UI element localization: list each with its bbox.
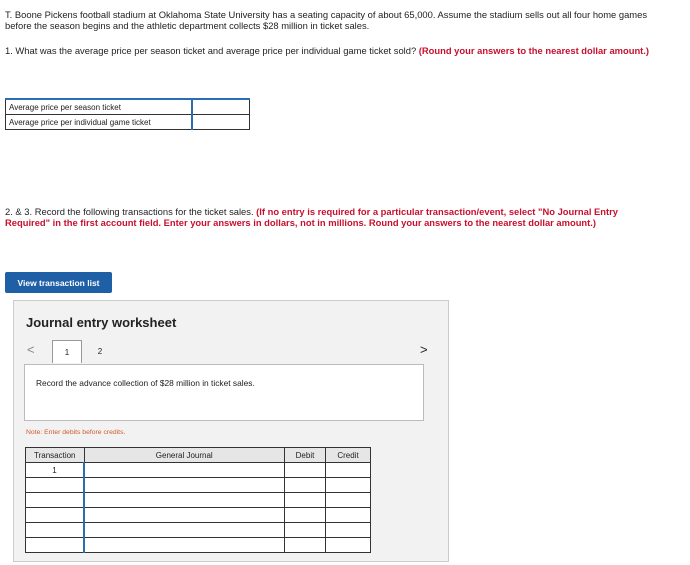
debit-field[interactable] bbox=[285, 538, 326, 553]
debit-field[interactable] bbox=[285, 508, 326, 523]
journal-row bbox=[26, 523, 371, 538]
account-field[interactable] bbox=[84, 478, 285, 493]
journal-row bbox=[26, 478, 371, 493]
transaction-number bbox=[26, 523, 85, 538]
debit-field[interactable] bbox=[285, 493, 326, 508]
worksheet-title: Journal entry worksheet bbox=[26, 315, 177, 330]
header-transaction: Transaction bbox=[26, 448, 85, 463]
transaction-number bbox=[26, 538, 85, 553]
answer-table bbox=[5, 98, 250, 130]
question-1-text: 1. What was the average price per season ticket and average price per individual game ticket sold? bbox=[5, 45, 417, 56]
account-field[interactable] bbox=[84, 493, 285, 508]
debit-field[interactable] bbox=[285, 478, 326, 493]
header-debit: Debit bbox=[285, 448, 326, 463]
transaction-number bbox=[26, 478, 85, 493]
journal-row bbox=[26, 493, 371, 508]
answer-label: Average price per individual game ticket bbox=[6, 115, 193, 130]
transaction-description-box bbox=[24, 364, 424, 421]
answer-label: Average price per season ticket bbox=[6, 99, 193, 115]
chevron-right-icon[interactable]: > bbox=[420, 342, 428, 357]
question-2-3-instruction: (If no entry is required for a particular transaction/event, select "No Journal Entry Required" in the first account field. Enter your answers in dollars, not in millions. Round your answers to the nearest dollar amount.) bbox=[5, 206, 618, 228]
journal-row bbox=[26, 463, 371, 478]
transaction-number bbox=[26, 508, 85, 523]
account-field[interactable] bbox=[84, 463, 285, 478]
transaction-number: 1 bbox=[26, 463, 85, 478]
tab-transaction-1[interactable]: 1 bbox=[52, 340, 82, 363]
debit-field[interactable] bbox=[285, 523, 326, 538]
header-credit: Credit bbox=[326, 448, 371, 463]
credit-field[interactable] bbox=[326, 478, 371, 493]
question-2-3 bbox=[5, 206, 665, 228]
journal-row bbox=[26, 538, 371, 553]
credit-field[interactable] bbox=[326, 463, 371, 478]
answer-row bbox=[6, 99, 250, 115]
debit-field[interactable] bbox=[285, 463, 326, 478]
answer-cell[interactable] bbox=[192, 115, 250, 130]
view-transaction-list-button[interactable]: View transaction list bbox=[5, 272, 112, 293]
question-1-instruction: (Round your answers to the nearest dollar amount.) bbox=[418, 45, 650, 56]
transaction-description: Record the advance collection of $28 million in ticket sales. bbox=[36, 378, 255, 388]
problem-intro: T. Boone Pickens football stadium at Oklahoma State University has a seating capacity of about 65,000. Assume the stadium sells out all four home games before the season begins and the athletic department collects $28 million in ticket sales. bbox=[5, 9, 648, 31]
season-ticket-price-input[interactable] bbox=[193, 100, 249, 114]
transaction-number bbox=[26, 493, 85, 508]
question-2-3-text: 2. & 3. Record the following transactions for the ticket sales. bbox=[5, 206, 254, 217]
credit-field[interactable] bbox=[326, 523, 371, 538]
chevron-left-icon[interactable]: < bbox=[27, 342, 35, 357]
account-field[interactable] bbox=[84, 538, 285, 553]
answer-row bbox=[6, 115, 250, 130]
answer-cell[interactable] bbox=[192, 99, 250, 115]
header-general-journal: General Journal bbox=[84, 448, 285, 463]
journal-row bbox=[26, 508, 371, 523]
account-field[interactable] bbox=[84, 523, 285, 538]
journal-table bbox=[25, 447, 371, 553]
account-field[interactable] bbox=[84, 508, 285, 523]
journal-header-row bbox=[26, 448, 371, 463]
tab-transaction-2[interactable]: 2 bbox=[97, 346, 103, 356]
credit-field[interactable] bbox=[326, 538, 371, 553]
question-1 bbox=[5, 45, 665, 56]
debits-note: Note: Enter debits before credits. bbox=[26, 429, 126, 436]
game-ticket-price-input[interactable] bbox=[193, 115, 249, 129]
credit-field[interactable] bbox=[326, 508, 371, 523]
journal-entry-worksheet bbox=[13, 300, 449, 562]
credit-field[interactable] bbox=[326, 493, 371, 508]
